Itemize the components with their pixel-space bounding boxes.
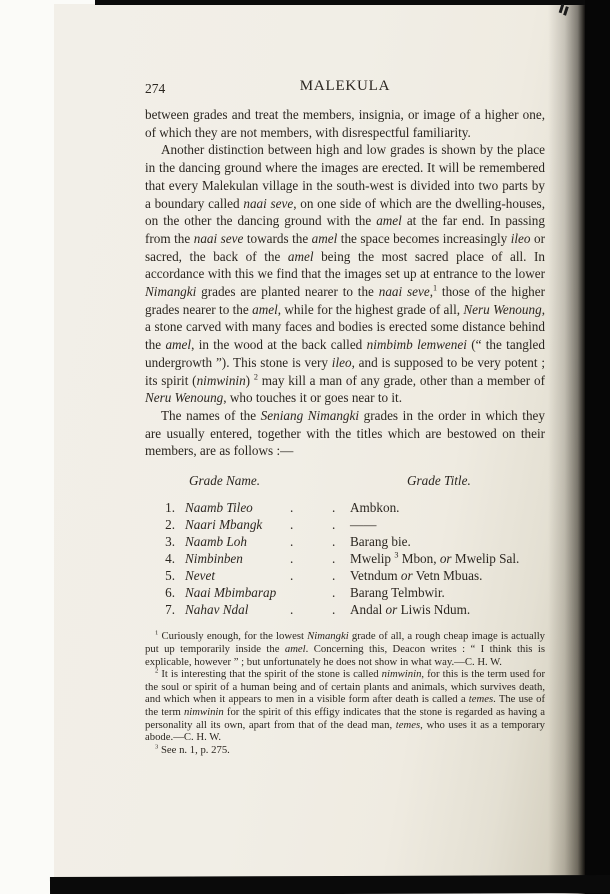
text-run: See n. 1, p. 275.: [158, 743, 230, 756]
grade-table: [145, 473, 545, 618]
text-run: between grades and treat the members, insignia, or image of a higher one, of which they are not members, with disrespectful familiarity.: [145, 107, 545, 140]
grade-name: Nevet: [185, 567, 216, 583]
footnote-marker: 3: [155, 743, 159, 751]
italic-term: or: [385, 601, 398, 617]
dot-leader: .: [290, 550, 294, 566]
dot-leader: .: [332, 567, 336, 583]
italic-term: Nimangki: [145, 284, 197, 300]
italic-term: Neru Wenoung: [463, 301, 542, 317]
text-run: It is interesting that the spirit of the stone is called: [158, 668, 382, 681]
italic-term: ileo: [331, 354, 352, 370]
grade-number: 7.: [165, 601, 175, 617]
footnote: [145, 668, 545, 744]
text-run: those of the higher grades nearer to the: [145, 284, 546, 317]
grade-name: Nimbinben: [185, 550, 243, 566]
footnote-marker: 2: [155, 667, 159, 675]
text-run: . Concerning this, Deacon writes : “ I think this is explicable, however ” ; but unfortunately he does not show in what way.—C. H. W.: [145, 643, 545, 668]
text-run: (“ the tangled undergrowth ”). This stone is very: [145, 337, 545, 370]
text-run: ,: [429, 284, 433, 300]
grade-table-header: [145, 473, 545, 492]
grade-title: [350, 568, 545, 585]
text-run: , who uses it as a temporary abode.—C. H. W.: [145, 718, 545, 744]
grade-title: [350, 534, 545, 551]
text-run: Mwelip Sal.: [451, 550, 520, 566]
grade-row: [145, 517, 545, 534]
paragraph: [145, 141, 545, 407]
grade-title: [350, 551, 545, 568]
grade-number: 4.: [165, 550, 175, 566]
italic-term: amel: [376, 213, 402, 229]
grade-row: [145, 534, 545, 551]
text-run: , in the wood at the back called: [191, 337, 367, 353]
grade-number: 5.: [165, 567, 175, 583]
text-run: , a stone carved with many faces and bodies is erected some distance behind the: [145, 301, 545, 353]
text-run: Curiously enough, for the lowest: [158, 630, 308, 643]
footnotes: [145, 630, 545, 756]
grade-number: 3.: [165, 533, 175, 549]
italic-term: ileo: [510, 230, 531, 246]
italic-term: amel: [165, 337, 192, 353]
dot-leader: .: [290, 500, 294, 516]
text-run: . The use of the term: [145, 693, 545, 718]
page-curl-shadow: [548, 0, 585, 894]
italic-term: Nimangki: [307, 630, 349, 643]
grade-name-header: Grade Name.: [189, 473, 261, 489]
text-run: Mbon,: [398, 550, 440, 566]
dot-leader: .: [332, 601, 336, 617]
paragraph: [145, 407, 545, 460]
grade-name: Naai Mbimbarap: [185, 584, 277, 600]
dot-leader: .: [332, 584, 336, 600]
text-run: Ambkon.: [350, 500, 400, 516]
grade-row: [145, 602, 545, 619]
grade-row: [145, 585, 545, 602]
grade-title: [350, 517, 545, 534]
footnote-marker: 1: [432, 283, 438, 293]
text-run: ): [245, 372, 254, 388]
grade-row: [145, 500, 545, 517]
text-run: , who touches it or goes near to it.: [223, 390, 403, 406]
grade-name: Naamb Tileo: [185, 500, 253, 516]
text-run: , while for the highest grade of all,: [277, 301, 464, 317]
text-run: the space becomes increasingly: [337, 230, 511, 246]
italic-term: amel: [252, 301, 278, 317]
paragraph: [145, 106, 545, 141]
text-run: Vetndum: [350, 567, 401, 583]
italic-term: naai seve: [243, 195, 294, 211]
scan-edge-right: [585, 0, 610, 894]
text-run: Barang bie.: [350, 533, 411, 549]
scan-edge-bottom: [50, 875, 610, 894]
page-content: [145, 78, 545, 756]
text-run: or sacred, the back of the: [145, 230, 545, 264]
scan-edge-top: [95, 0, 610, 5]
footnote-marker: 1: [155, 629, 159, 637]
grade-title: [350, 500, 545, 517]
grade-table-rows: [145, 500, 545, 618]
italic-term: Neru Wenoung: [145, 390, 224, 406]
dot-leader: .: [290, 516, 294, 532]
footnote-marker: 3: [394, 550, 399, 560]
text-run: grade of all, a rough cheap image is actually put up temporarily inside the: [145, 630, 546, 655]
italic-term: temes: [395, 718, 421, 731]
dot-leader: .: [332, 550, 336, 566]
text-run: towards the: [243, 230, 312, 246]
text-run: ——: [350, 516, 377, 532]
italic-term: nimwinin: [196, 372, 246, 388]
grade-name: Nahav Ndal: [185, 601, 249, 617]
dot-leader: .: [332, 516, 336, 532]
text-run: at the far end. In passing from the: [145, 213, 545, 246]
grade-row: [145, 568, 545, 585]
text-run: Vetn Mbuas.: [412, 567, 483, 583]
italic-term: naai seve: [193, 230, 244, 246]
grade-title: [350, 602, 545, 619]
page-title: MALEKULA: [299, 78, 391, 94]
text-run: , for this is the term used for the soul or spirit of a human being and of certain plants and animals, which survives death, and which when it appears to men in a visible form after death is called a: [145, 668, 546, 706]
text-run: for the spirit of this effigy indicates that the stone is regarded as having a personality all its own, apart from that of the dead man,: [145, 705, 545, 731]
grade-number: 1.: [165, 500, 175, 516]
text-run: grades are planted nearer to the: [196, 284, 379, 300]
dot-leader: [290, 585, 332, 602]
grade-number: 6.: [165, 584, 175, 600]
italic-term: amel: [284, 643, 306, 655]
text-run: , and is supposed to be very potent ; its spirit (: [145, 354, 545, 388]
grade-title-header: Grade Title.: [407, 473, 471, 489]
italic-term: nimbimb lemwenei: [366, 337, 467, 353]
dot-leader: .: [332, 533, 336, 549]
italic-term: nimwinin: [183, 705, 224, 718]
footnote: [145, 744, 545, 757]
italic-term: or: [400, 567, 413, 583]
grade-name: Naari Mbangk: [185, 516, 263, 532]
text-run: being the most sacred place of all. In accordance with this we find that the images set up at entrance to the lower: [145, 248, 546, 282]
italic-term: temes: [468, 693, 494, 706]
italic-term: nimwinin: [381, 668, 422, 681]
footnote-marker: 2: [253, 372, 258, 382]
dot-leader: .: [332, 500, 336, 516]
text-run: Liwis Ndum.: [397, 601, 471, 617]
text-run: Another distinction between high and low grades is shown by the place in the dancing ground where the images are erected. It will be remembered that every Malekulan village in the south-west is divided into two parts by a boundary called: [145, 142, 545, 211]
page-number: 274: [145, 81, 166, 96]
grade-number: 2.: [165, 516, 175, 532]
italic-term: naai seve: [378, 284, 430, 300]
grade-name: Naamb Loh: [185, 533, 247, 549]
dot-leader: .: [290, 567, 294, 583]
italic-term: amel: [311, 230, 338, 246]
text-run: The names of the: [161, 407, 261, 423]
text-run: , on one side of which are the dwelling-houses, on the other the dancing ground with the: [145, 195, 545, 229]
italic-term: or: [439, 550, 452, 566]
grade-row: [145, 551, 545, 568]
italic-term: amel: [287, 248, 314, 264]
page-header: [145, 78, 545, 100]
dot-leader: .: [290, 601, 294, 617]
footnote: [145, 630, 545, 668]
text-run: Barang Telmbwir.: [350, 584, 445, 600]
text-run: grades in the order in which they are usually entered, together with the titles which are bestowed on their members, are as follows :—: [145, 407, 545, 459]
text-run: may kill a man of any grade, other than a member of: [257, 372, 545, 388]
text-run: Andal: [350, 601, 386, 617]
body-paragraphs: [145, 106, 545, 460]
dot-leader: .: [290, 533, 294, 549]
text-run: Mwelip: [350, 550, 395, 566]
grade-title: [350, 585, 545, 602]
italic-term: Seniang Nimangki: [260, 407, 360, 423]
